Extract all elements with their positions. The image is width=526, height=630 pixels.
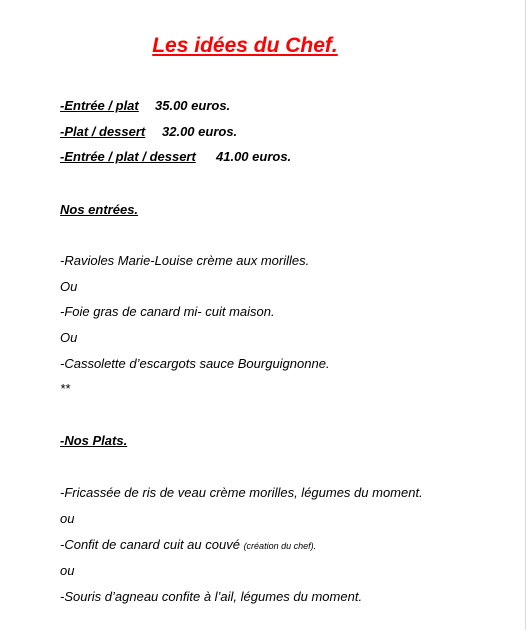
section-divider: ** bbox=[60, 381, 71, 396]
separator-ou: Ou bbox=[60, 279, 78, 294]
menu-label: -Entrée / plat bbox=[60, 98, 139, 113]
entree-item: -Ravioles Marie-Louise crème aux morilles. bbox=[60, 253, 310, 268]
plat-item: -Souris d’agneau confite à l’ail, légumes du moment. bbox=[60, 589, 363, 604]
menu-line-entree-plat-dessert bbox=[60, 149, 292, 165]
menu-line-entree-plat bbox=[60, 98, 231, 114]
menu-label: -Entrée / plat / dessert bbox=[60, 149, 196, 164]
page-title: Les idées du Chef. bbox=[152, 34, 338, 57]
plat-item-note: (création du chef). bbox=[243, 541, 317, 551]
menu-line-plat-dessert bbox=[60, 124, 238, 140]
menu-price: 32.00 euros. bbox=[162, 124, 238, 139]
entree-item: -Foie gras de canard mi- cuit maison. bbox=[60, 304, 275, 319]
section-heading-entrees: Nos entrées. bbox=[60, 202, 139, 217]
separator-ou: ou bbox=[60, 563, 75, 578]
plat-item bbox=[60, 537, 316, 554]
plat-item: -Fricassée de ris de veau crème morilles, légumes du moment. bbox=[60, 485, 423, 500]
menu-label: -Plat / dessert bbox=[60, 124, 146, 139]
section-heading-plats: -Nos Plats. bbox=[60, 433, 128, 448]
menu-price: 41.00 euros. bbox=[216, 149, 292, 164]
entree-item: -Cassolette d’escargots sauce Bourguignonne. bbox=[60, 356, 330, 371]
menu-price: 35.00 euros. bbox=[155, 98, 231, 113]
separator-ou: ou bbox=[60, 511, 75, 526]
separator-ou: Ou bbox=[60, 330, 78, 345]
plat-item-text: -Confit de canard cuit au couvé bbox=[60, 537, 240, 552]
